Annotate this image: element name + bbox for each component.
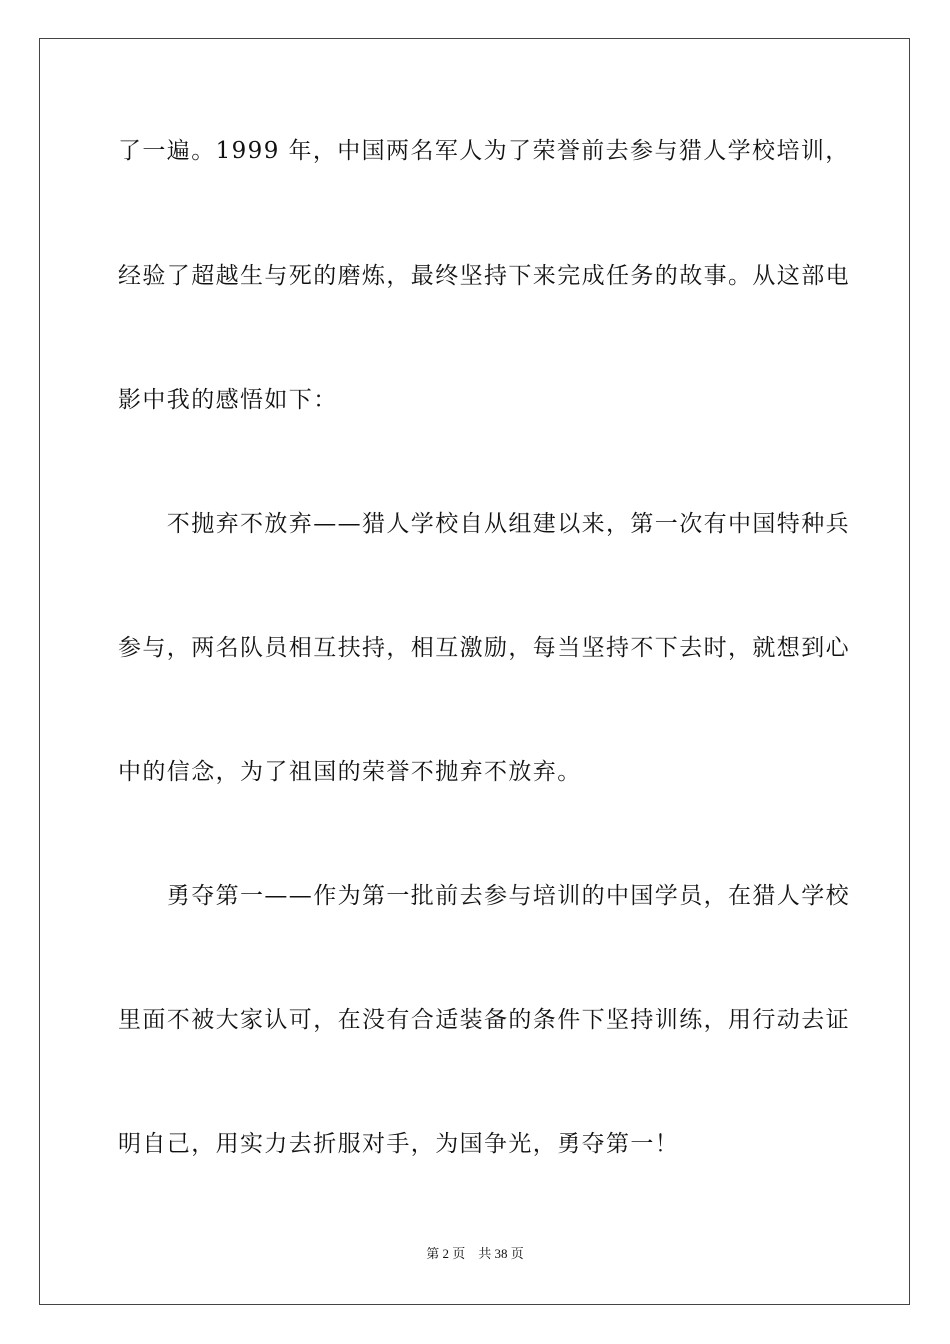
text-line: 中的信念，为了祖国的荣誉不抛弃不放弃。 [118, 759, 582, 785]
text-line: 不抛弃不放弃——猎人学校自从组建以来，第一次有中国特种兵 [118, 511, 850, 537]
text-line: 参与，两名队员相互扶持，相互激励，每当坚持不下去时，就想到心 [118, 635, 850, 661]
text-line: 明自己，用实力去折服对手，为国争光，勇夺第一！ [118, 1131, 680, 1157]
text-line: 经验了超越生与死的磨炼，最终坚持下来完成任务的故事。从这部电 [118, 263, 850, 289]
text-line: 勇夺第一——作为第一批前去参与培训的中国学员，在猎人学校 [118, 883, 850, 909]
text-line: 了一遍。1999 年，中国两名军人为了荣誉前去参与猎人学校培训， [118, 138, 850, 164]
page-frame [39, 38, 910, 1305]
text-line: 里面不被大家认可，在没有合适装备的条件下坚持训练，用行动去证 [118, 1007, 850, 1033]
page-number: 第 2 页 共 38 页 [426, 1246, 524, 1261]
text-line: 影中我的感悟如下： [118, 387, 338, 413]
